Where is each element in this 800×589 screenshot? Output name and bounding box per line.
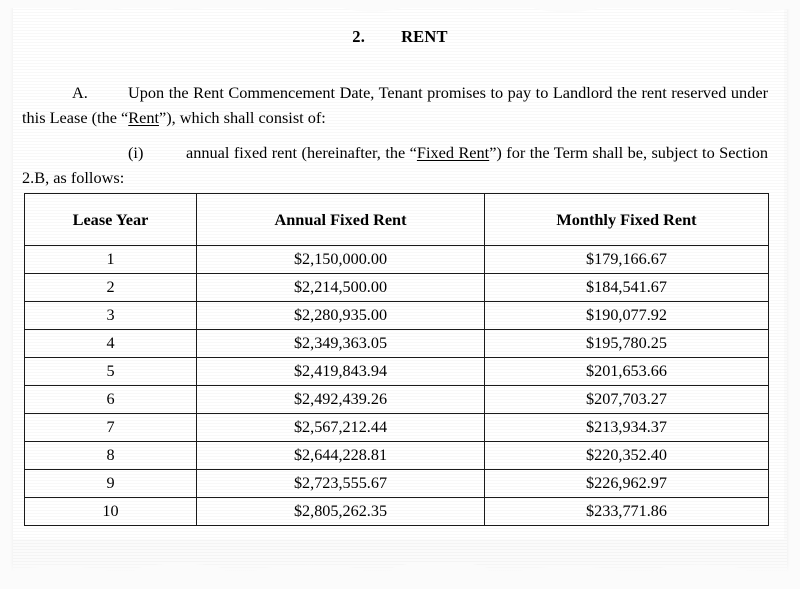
- table-row: [25, 246, 769, 274]
- cell-monthly-fixed-rent: $201,653.66: [485, 358, 769, 386]
- cell-monthly-fixed-rent: $233,771.86: [485, 498, 769, 526]
- cell-lease-year: 2: [25, 274, 197, 302]
- table-row: [25, 386, 769, 414]
- cell-annual-fixed-rent: $2,805,262.35: [197, 498, 485, 526]
- cell-lease-year: 10: [25, 498, 197, 526]
- paragraph-a-text-before: Upon the Rent Commencement Date, Tenant promises to pay to Landlord the rent reserved under this Lease (the “: [22, 83, 768, 128]
- section-heading: [0, 27, 800, 47]
- table-row: [25, 498, 769, 526]
- cell-lease-year: 9: [25, 470, 197, 498]
- cell-monthly-fixed-rent: $179,166.67: [485, 246, 769, 274]
- page-title: RENT: [401, 27, 448, 46]
- cell-lease-year: 3: [25, 302, 197, 330]
- cell-annual-fixed-rent: $2,492,439.26: [197, 386, 485, 414]
- cell-annual-fixed-rent: $2,419,843.94: [197, 358, 485, 386]
- table-row: [25, 330, 769, 358]
- paragraph-a-label: A.: [72, 83, 88, 103]
- cell-annual-fixed-rent: $2,567,212.44: [197, 414, 485, 442]
- cell-monthly-fixed-rent: $207,703.27: [485, 386, 769, 414]
- column-header-annual-fixed-rent: Annual Fixed Rent: [197, 194, 485, 246]
- paragraph-a-text-after: ”), which shall consist of:: [158, 108, 326, 128]
- paragraph-i: [22, 140, 768, 190]
- rent-schedule-table-wrapper: [24, 193, 768, 526]
- paragraph-a: [22, 80, 768, 130]
- defined-term-fixed-rent: Fixed Rent: [416, 143, 490, 163]
- cell-monthly-fixed-rent: $184,541.67: [485, 274, 769, 302]
- cell-annual-fixed-rent: $2,280,935.00: [197, 302, 485, 330]
- table-header: [25, 194, 769, 246]
- cell-annual-fixed-rent: $2,644,228.81: [197, 442, 485, 470]
- table-row: [25, 442, 769, 470]
- table-row: [25, 414, 769, 442]
- cell-annual-fixed-rent: $2,214,500.00: [197, 274, 485, 302]
- cell-lease-year: 7: [25, 414, 197, 442]
- cell-monthly-fixed-rent: $195,780.25: [485, 330, 769, 358]
- cell-monthly-fixed-rent: $220,352.40: [485, 442, 769, 470]
- paragraph-i-label: (i): [128, 143, 144, 163]
- table-row: [25, 302, 769, 330]
- cell-lease-year: 6: [25, 386, 197, 414]
- table-row: [25, 470, 769, 498]
- cell-lease-year: 5: [25, 358, 197, 386]
- cell-annual-fixed-rent: $2,723,555.67: [197, 470, 485, 498]
- column-header-monthly-fixed-rent: Monthly Fixed Rent: [485, 194, 769, 246]
- cell-annual-fixed-rent: $2,349,363.05: [197, 330, 485, 358]
- paragraph-i-text-after: ”) for the Term shall be, subject to Section 2.B, as follows:: [22, 143, 768, 188]
- cell-monthly-fixed-rent: $213,934.37: [485, 414, 769, 442]
- cell-lease-year: 4: [25, 330, 197, 358]
- defined-term-rent: Rent: [128, 108, 159, 128]
- table-row: [25, 358, 769, 386]
- section-number: 2.: [352, 27, 366, 46]
- cell-monthly-fixed-rent: $226,962.97: [485, 470, 769, 498]
- column-header-lease-year: Lease Year: [25, 194, 197, 246]
- cell-annual-fixed-rent: $2,150,000.00: [197, 246, 485, 274]
- table-row: [25, 274, 769, 302]
- cell-lease-year: 8: [25, 442, 197, 470]
- cell-lease-year: 1: [25, 246, 197, 274]
- cell-monthly-fixed-rent: $190,077.92: [485, 302, 769, 330]
- table-header-row: [25, 194, 769, 246]
- paragraph-i-text-before: annual fixed rent (hereinafter, the “: [186, 143, 417, 163]
- rent-schedule-table: [24, 193, 769, 526]
- table-body: [25, 246, 769, 526]
